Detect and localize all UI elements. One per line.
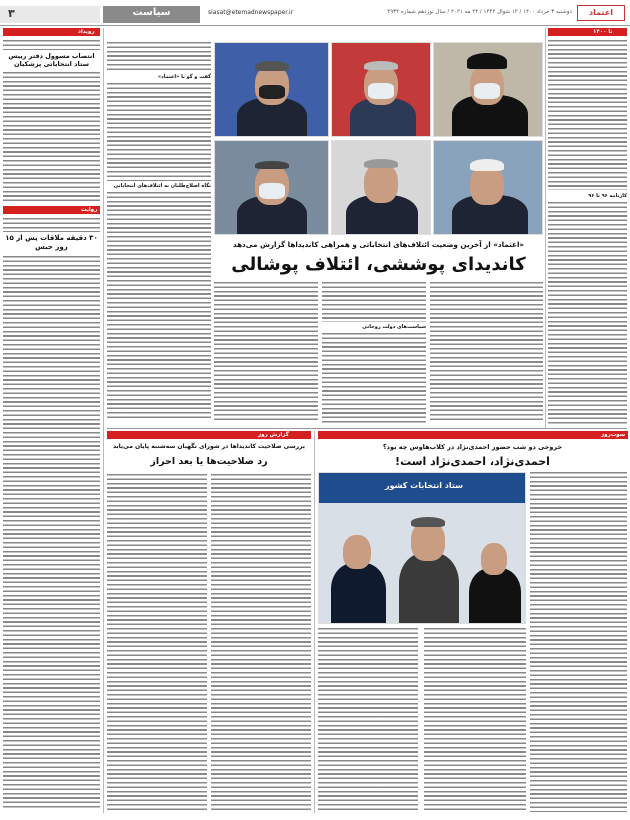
story3-text-col-1 [107,474,207,812]
left-column-text-2 [3,256,100,810]
lead-body-col-1 [214,282,318,422]
column-rule [545,28,546,428]
left-headline-2: ۳۰ دقیقه ملاقات پس از ۱۵ روز حبس [5,234,98,251]
lead-column-a-text-1 [107,42,211,72]
newspaper-logo: اعتماد [577,5,625,21]
left-column-text-1 [3,72,100,202]
lead-subhead-3: سیاست‌های دولت روحانی [362,324,426,330]
story-rule [314,431,315,813]
left-headline-1: انتصاب مسوول دفتر رییس ستاد انتخاباتی پزشکیان [8,52,95,68]
story2-text-col-3 [424,628,526,812]
section-email: siasat@etemadnewspaper.ir [208,9,294,16]
candidate-photo-1 [214,42,329,137]
lead-body-col-3 [430,282,543,422]
section-divider [107,428,627,429]
page-number-box [0,6,100,23]
candidate-photo-5 [331,140,431,235]
candidate-photo-6 [433,140,543,235]
story3-headline: رد‌ صلاحیت‌ها یا بعد احراز [150,456,268,467]
lead-subhead-2: نگاه اصلاح‌طلبان به ائتلاف‌های انتخاباتی [113,183,211,189]
story2-bar [318,431,627,439]
story3-kicker: بررسی صلاحیت کاندیداها در شورای نگهبان سه‌شنبه پایان می‌یابد [112,443,306,450]
right-column-subhead: کارنامه ۹۶ تا ۹۶ [588,193,627,199]
left-intro-1 [3,40,100,50]
header-rule [0,25,630,26]
left-column-tag-2: روایت [78,206,100,214]
dateline: دوشنبه ۳ خرداد ۱۴۰۰ / ۱۲ شوال ۱۴۴۲ / ۲۴ مه ۲۰۲۱ / سال نوزدهم شماره ۴۹۳۴ [387,9,572,15]
left-intro-2 [3,218,100,232]
story2-headline: احمدی‌نژاد، احمدی‌نژاد است! [395,455,550,468]
lead-body-col-2a [322,282,426,322]
story2-kicker: خروجی دو شب حضور احمدی‌نژاد در کلاب‌هاوس چه بود؟ [382,443,563,451]
story2-text-col-1 [530,472,627,812]
story2-tag: سوت‌روز [598,431,628,439]
candidate-photo-2 [331,42,431,137]
lead-body-col-2b [322,333,426,423]
lead-kicker: «اعتماد» از آخرین وضعیت ائتلاف‌های انتخاباتی و همراهی کاندیداها گزارش می‌دهد [232,240,525,249]
lead-column-a-text-3 [107,192,211,420]
ahmadinejad-photo [318,472,526,624]
photo-banner: ستاد انتخابات کشور [384,481,464,490]
story2-text-col-2 [318,628,418,812]
story3-tag: گزارش روز [255,431,292,439]
lead-subhead-1: گفت و گو با «اعتماد» [157,74,211,80]
right-column-tag: تا ۱۴۰۰ [590,28,615,36]
story3-text-col-2 [211,474,311,812]
left-column-rule [103,28,104,813]
candidate-photo-4 [214,140,329,235]
lead-column-a-text-2 [107,83,211,181]
page-number: ۳ [8,7,15,20]
right-column-text-2 [548,202,627,424]
section-title: سیاست [132,7,171,18]
lead-headline: کاندیدای پوششی، ائتلاف پوشالی [231,254,526,275]
left-column-tag-1: رویداد [75,28,98,36]
candidate-photo-3 [433,42,543,137]
right-column-text [548,40,627,190]
